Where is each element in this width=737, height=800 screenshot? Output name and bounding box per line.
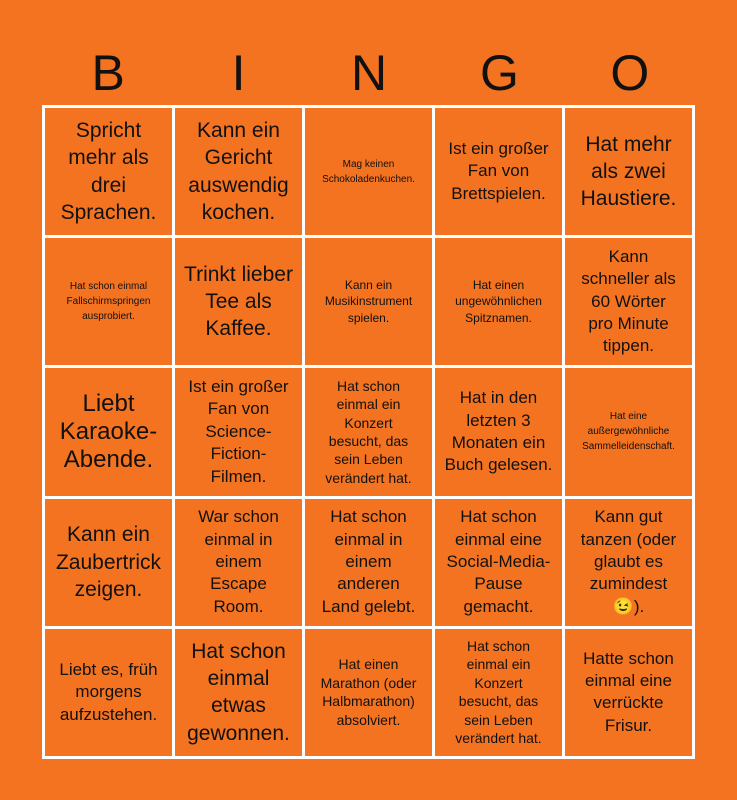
cell-text: Mag keinen Schokoladenkuchen. (322, 158, 415, 185)
bingo-cell-r5-c3[interactable] (305, 629, 432, 756)
cell-text: Hat einen ungewöhnlichen Spitznamen. (455, 277, 542, 326)
bingo-cell-r5-c2[interactable] (175, 629, 302, 756)
cell-text: Kann ein Gericht auswendig kochen. (188, 119, 289, 224)
bingo-cell-r2-c2[interactable] (175, 238, 302, 365)
cell-text: Hat eine außergewöhnliche Sammelleidenschaft. (582, 411, 675, 453)
bingo-cell-r2-c1[interactable] (45, 238, 172, 365)
bingo-cell-r3-c1[interactable] (45, 368, 172, 495)
bingo-cell-r3-c3[interactable] (305, 368, 432, 495)
cell-text: Liebt es, früh morgens aufzustehen. (59, 659, 158, 724)
cell-text: Ist ein großer Fan von Brettspielen. (448, 138, 549, 203)
cell-text: Hat schon einmal eine Social-Media-Pause gemacht. (446, 507, 551, 616)
bingo-cell-r4-c1[interactable] (45, 499, 172, 626)
bingo-cell-r2-c5[interactable] (565, 238, 692, 365)
cell-text: War schon einmal in einem Escape Room. (198, 507, 279, 616)
bingo-cell-r1-c4[interactable] (435, 108, 562, 235)
bingo-cell-r3-c5[interactable] (565, 368, 692, 495)
bingo-cell-r1-c1[interactable] (45, 108, 172, 235)
bingo-cell-r5-c5[interactable] (565, 629, 692, 756)
bingo-cell-r1-c3[interactable] (305, 108, 432, 235)
cell-text: Hat schon einmal Fallschirmspringen ausprobiert. (66, 281, 151, 323)
cell-text: Trinkt lieber Tee als Kaffee. (184, 262, 293, 341)
cell-text: Hat schon einmal etwas gewonnen. (187, 639, 290, 745)
cell-text: Hat einen Marathon (oder Halbmarathon) absolviert. (320, 656, 417, 728)
cell-text: Kann schneller als 60 Wörter pro Minute tippen. (581, 246, 676, 356)
cell-text: Kann gut tanzen (oder glaubt es zumindest 😉). (580, 507, 677, 616)
bingo-board (42, 105, 695, 759)
bingo-cell-r5-c4[interactable] (435, 629, 562, 756)
cell-text: Hat schon einmal ein Konzert besucht, das sein Leben verändert hat. (455, 637, 542, 747)
cell-text: Kann ein Musikinstrument spielen. (324, 277, 413, 326)
header-letter-g: G (479, 45, 519, 101)
cell-text: Hat schon einmal ein Konzert besucht, das sein Leben verändert hat. (325, 377, 412, 486)
bingo-cell-r3-c4[interactable] (435, 368, 562, 495)
cell-text: Kann ein Zaubertrick zeigen. (55, 523, 162, 601)
cell-text: Hat schon einmal in einem anderen Land gelebt. (321, 507, 416, 616)
header-letter-n: N (350, 45, 388, 101)
bingo-cell-r4-c5[interactable] (565, 499, 692, 626)
bingo-cell-r2-c3[interactable] (305, 238, 432, 365)
bingo-cell-r4-c2[interactable] (175, 499, 302, 626)
cell-text: Spricht mehr als drei Sprachen. (60, 119, 157, 224)
bingo-header (43, 42, 695, 104)
header-letter-o: O (610, 45, 650, 101)
bingo-cell-r1-c5[interactable] (565, 108, 692, 235)
cell-text: Hat in den letzten 3 Monaten ein Buch gelesen. (444, 388, 553, 475)
cell-text: Ist ein großer Fan von Science-Fiction-Filmen. (188, 376, 289, 486)
bingo-cell-r3-c2[interactable] (175, 368, 302, 495)
bingo-cell-r5-c1[interactable] (45, 629, 172, 756)
bingo-cell-r4-c4[interactable] (435, 499, 562, 626)
cell-text: Hatte schon einmal eine verrückte Frisur. (583, 648, 674, 735)
header-letter-b: B (91, 45, 125, 101)
bingo-cell-r4-c3[interactable] (305, 499, 432, 626)
bingo-cell-r2-c4[interactable] (435, 238, 562, 365)
header-letter-i: I (231, 45, 246, 101)
cell-text: Liebt Karaoke-Abende. (59, 389, 158, 474)
bingo-cell-r1-c2[interactable] (175, 108, 302, 235)
cell-text: Hat mehr als zwei Haustiere. (580, 132, 677, 211)
